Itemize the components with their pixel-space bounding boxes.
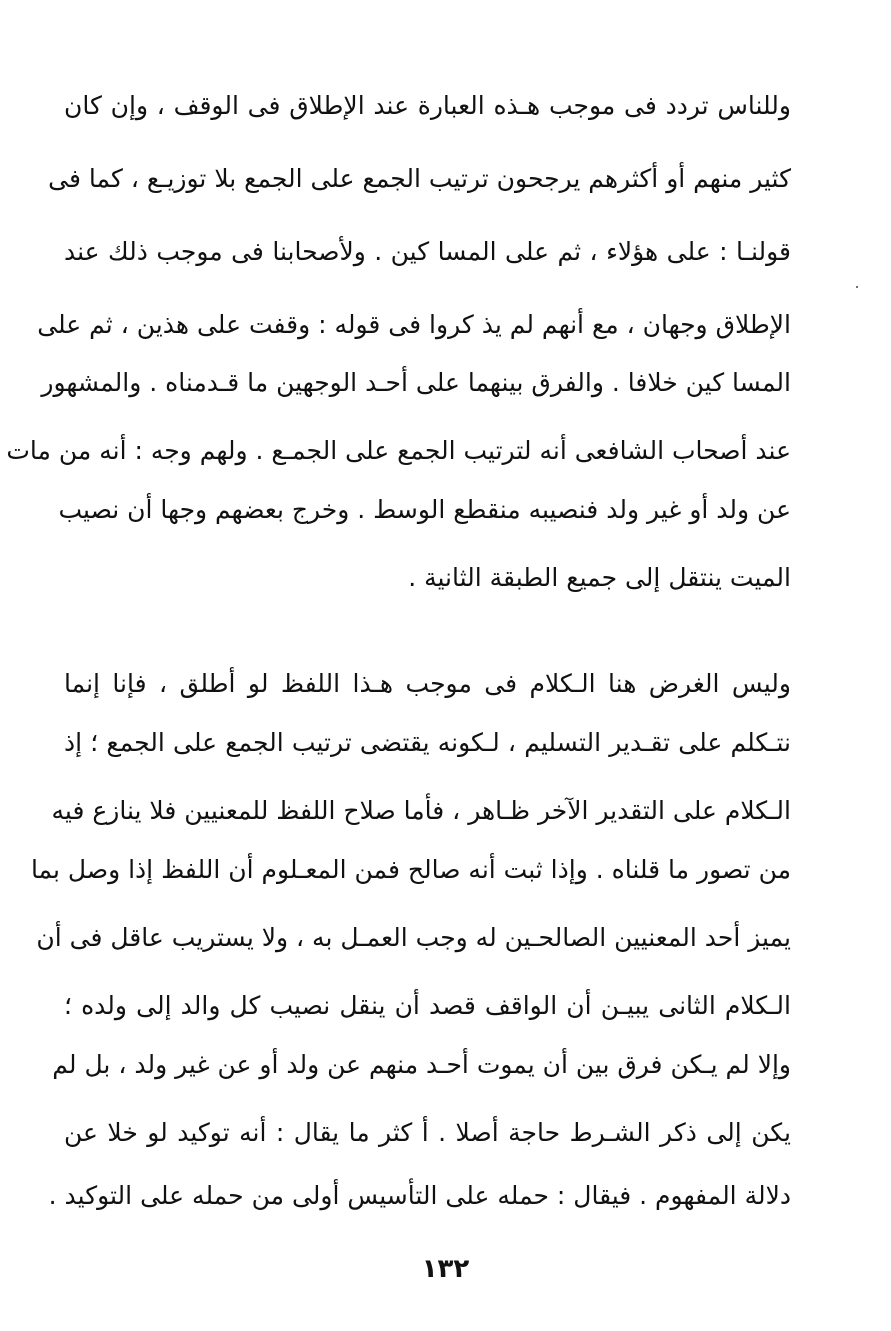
text-line: يميز أحد المعنيين الصالحـين له وجب العمـل به ، ولا يستريب عاقل فى أن	[36, 923, 791, 952]
text-line: الـكلام الثانى يبيـن أن الواقف قصد أن ينقل نصيب كل والد إلى ولده ؛	[64, 991, 791, 1020]
text-line: من تصور ما قلناه . وإذا ثبت أنه صالح فمن المعـلوم أن اللفظ إذا وصل بما	[30, 855, 791, 884]
text-line: عن ولد أو غير ولد فنصيبه منقطع الوسط . وخرج بعضهم وجها أن نصيب	[58, 495, 791, 524]
text-line: عند أصحاب الشافعى أنه لترتيب الجمع على الجمـع . ولهم وجه : أنه من مات	[6, 436, 791, 465]
page-body	[6, 86, 791, 1286]
text-line: الـكلام على التقدير الآخر ظـاهر ، فأما صلاح اللفظ للمعنيين فلا ينازع فيه	[51, 796, 791, 825]
text-line: الإطلاق وجهان ، مع أنهم لم يذ كروا فى قوله : وقفت على هذين ، ثم على	[37, 310, 791, 339]
page-number: ١٣٢	[421, 1254, 470, 1284]
text-line: كثير منهم أو أكثرهم يرجحون ترتيب الجمع على الجمع بلا توزيـع ، كما فى	[48, 164, 791, 193]
text-line: نتـكلم على تقـدير التسليم ، لـكونه يقتضى ترتيب الجمع على الجمع ؛ إذ	[64, 728, 791, 757]
text-line: المسا كين خلافا . والفرق بينهما على أحـد الوجهين ما قـدمناه . والمشهور	[41, 368, 791, 397]
text-line: وللناس تردد فى موجب هـذه العبارة عند الإطلاق فى الوقف ، وإن كان	[64, 91, 791, 120]
text-line: دلالة المفهوم . فيقال : حمله على التأسيس أولى من حمله على التوكيد .	[48, 1181, 791, 1210]
text-line: وإلا لم يـكن فرق بين أن يموت أحـد منهم عن ولد أو عن غير ولد ، بل لم	[52, 1050, 791, 1079]
margin-dot	[856, 286, 858, 288]
text-line: الميت ينتقل إلى جميع الطبقة الثانية .	[408, 563, 791, 592]
text-line: يكن إلى ذكر الشـرط حاجة أصلا . أ كثر ما يقال : أنه توكيد لو خلا عن	[64, 1118, 791, 1147]
text-line: قولنـا : على هؤلاء ، ثم على المسا كين . ولأصحابنا فى موجب ذلك عند	[64, 237, 791, 266]
text-line: وليس الغرض هنا الـكلام فى موجب هـذا اللفظ لو أطلق ، فإنا إنما	[64, 669, 791, 698]
